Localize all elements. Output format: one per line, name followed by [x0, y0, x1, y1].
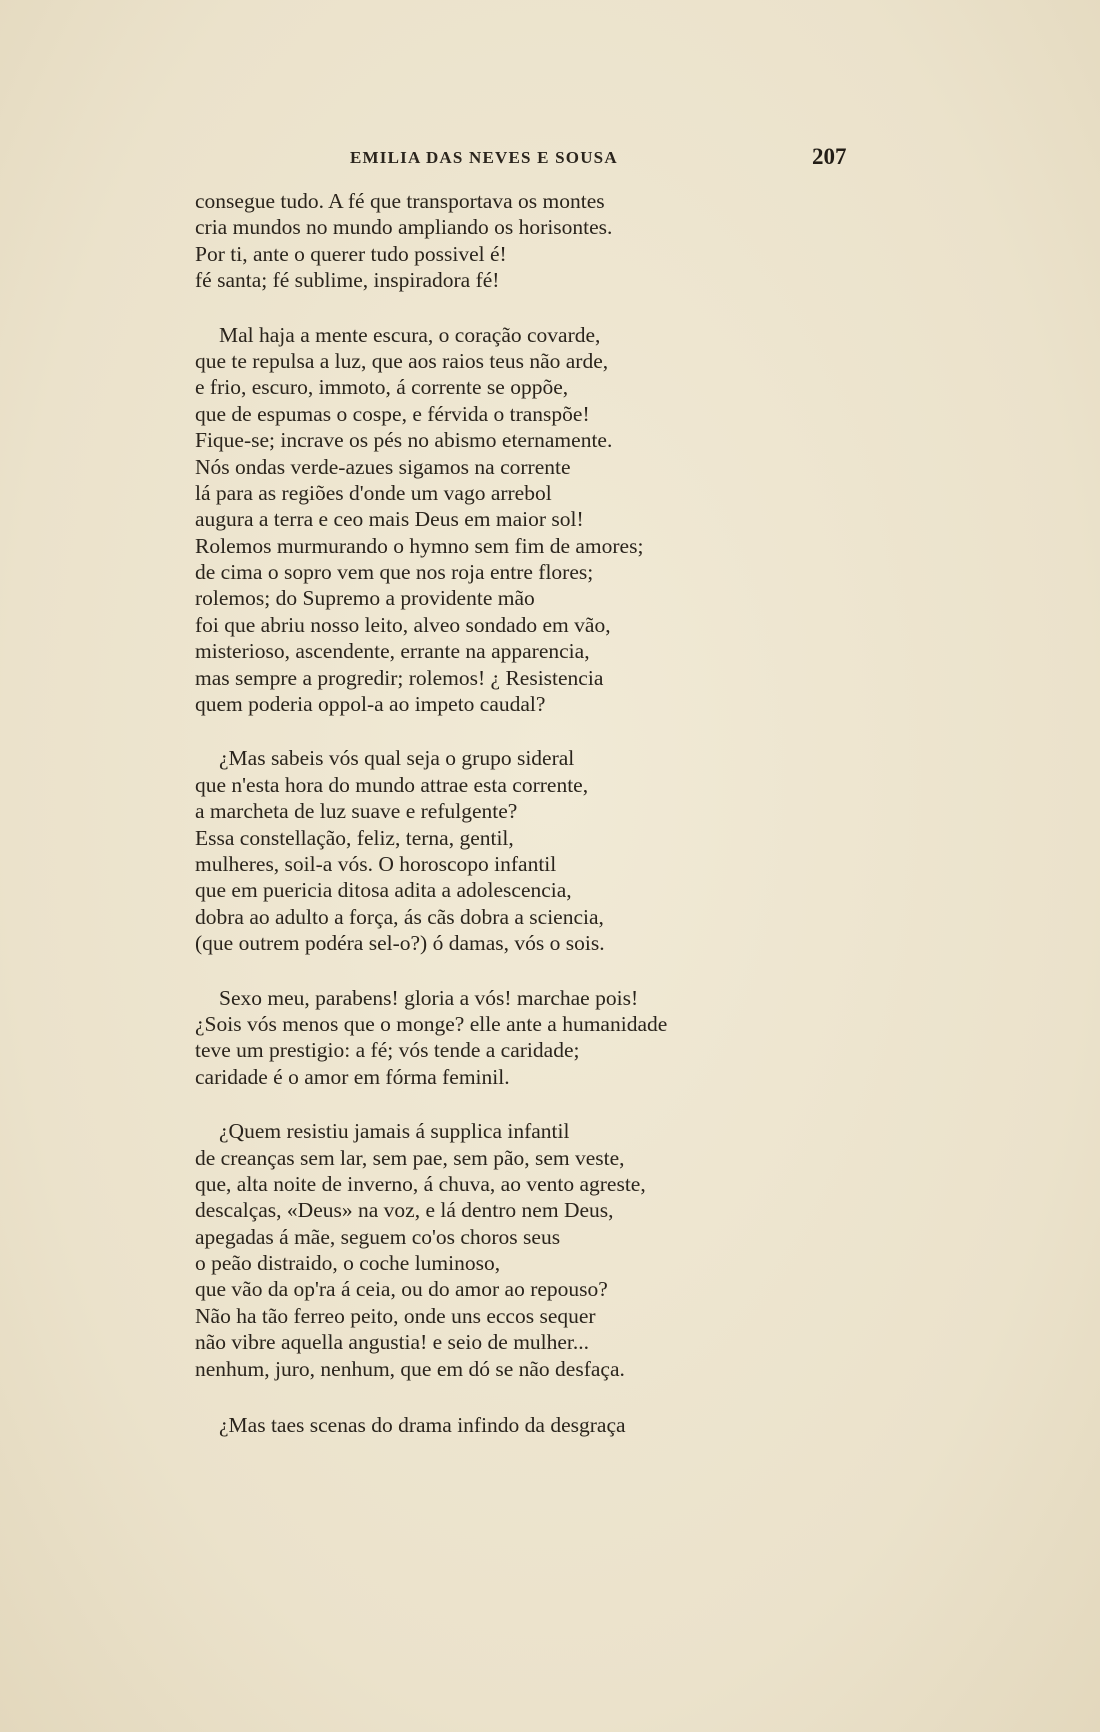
- verse-line: augura a terra e ceo mais Deus em maior sol!: [195, 507, 584, 532]
- stanza: [195, 745, 755, 956]
- verse-line: quem poderia oppol-a ao impeto caudal?: [195, 692, 546, 717]
- verse-line: cria mundos no mundo ampliando os horisontes.: [195, 215, 613, 240]
- verse-line: que de espumas o cospe, e férvida o transpõe!: [195, 401, 590, 426]
- verse-line: Rolemos murmurando o hymno sem fim de amores;: [195, 533, 644, 558]
- verse-line: rolemos; do Supremo a providente mão: [195, 586, 535, 611]
- verse-line: dobra ao adulto a força, ás cãs dobra a sciencia,: [195, 904, 604, 929]
- stanza: [195, 985, 755, 1091]
- verse-line: lá para as regiões d'onde um vago arrebol: [195, 480, 552, 505]
- stanza: [195, 1412, 755, 1438]
- running-title: EMILIA DAS NEVES E SOUSA: [350, 148, 618, 167]
- verse-line: teve um prestigio: a fé; vós tende a caridade;: [195, 1038, 580, 1063]
- verse-line: Não ha tão ferreo peito, onde uns eccos sequer: [195, 1303, 596, 1328]
- verse-line: que n'esta hora do mundo attrae esta corrente,: [195, 772, 589, 797]
- verse-line: ¿Mas sabeis vós qual seja o grupo sideral: [219, 746, 575, 771]
- verse-line: apegadas á mãe, seguem co'os choros seus: [195, 1224, 561, 1249]
- verse-line: Fique-se; incrave os pés no abismo eternamente.: [195, 428, 613, 453]
- stanza: [195, 1118, 755, 1382]
- verse-line: ¿Sois vós menos que o monge? elle ante a humanidade: [195, 1011, 668, 1036]
- verse-line: Nós ondas verde-azues sigamos na corrente: [195, 454, 571, 479]
- verse-line: caridade é o amor em fórma feminil.: [195, 1064, 510, 1089]
- verse-line: nenhum, juro, nenhum, que em dó se não desfaça.: [195, 1356, 625, 1381]
- verse-line: Essa constellação, feliz, terna, gentil,: [195, 825, 514, 850]
- verse-line: que te repulsa a luz, que aos raios teus não arde,: [195, 348, 609, 373]
- verse-line: que, alta noite de inverno, á chuva, ao vento agreste,: [195, 1171, 646, 1196]
- verse-line: Sexo meu, parabens! gloria a vós! marchae pois!: [219, 985, 639, 1010]
- verse-line: (que outrem podéra sel-o?) ó damas, vós o sois.: [195, 931, 605, 956]
- verse-line: de cima o sopro vem que nos roja entre flores;: [195, 560, 594, 585]
- verse-line: Por ti, ante o querer tudo possivel é!: [195, 241, 507, 266]
- verse-line: mulheres, soil-a vós. O horoscopo infantil: [195, 851, 557, 876]
- verse-line: misterioso, ascendente, errante na apparencia,: [195, 639, 590, 664]
- verse-line: que vão da op'ra á ceia, ou do amor ao repouso?: [195, 1277, 608, 1302]
- verse-line: consegue tudo. A fé que transportava os montes: [195, 189, 605, 213]
- stanza: [195, 322, 755, 718]
- verse-line: ¿Quem resistiu jamais á supplica infantil: [219, 1119, 570, 1144]
- verse-line: a marcheta de luz suave e refulgente?: [195, 799, 518, 824]
- poem-text: [195, 188, 755, 1468]
- stanza: [195, 188, 755, 294]
- verse-line: não vibre aquella angustia! e seio de mulher...: [195, 1330, 590, 1355]
- verse-line: Mal haja a mente escura, o coração covarde,: [219, 322, 601, 347]
- verse-line: o peão distraido, o coche luminoso,: [195, 1251, 501, 1276]
- verse-line: ¿Mas taes scenas do drama infindo da desgraça: [219, 1413, 626, 1438]
- verse-line: foi que abriu nosso leito, alveo sondado em vão,: [195, 612, 611, 637]
- verse-line: que em puericia ditosa adita a adolescencia,: [195, 878, 572, 903]
- verse-line: mas sempre a progredir; rolemos! ¿ Resistencia: [195, 665, 604, 690]
- page-number: 207: [812, 144, 847, 169]
- verse-line: e frio, escuro, immoto, á corrente se oppõe,: [195, 375, 569, 400]
- verse-line: descalças, «Deus» na voz, e lá dentro nem Deus,: [195, 1198, 614, 1223]
- verse-line: de creanças sem lar, sem pae, sem pão, sem veste,: [195, 1145, 625, 1170]
- verse-line: fé santa; fé sublime, inspiradora fé!: [195, 268, 500, 293]
